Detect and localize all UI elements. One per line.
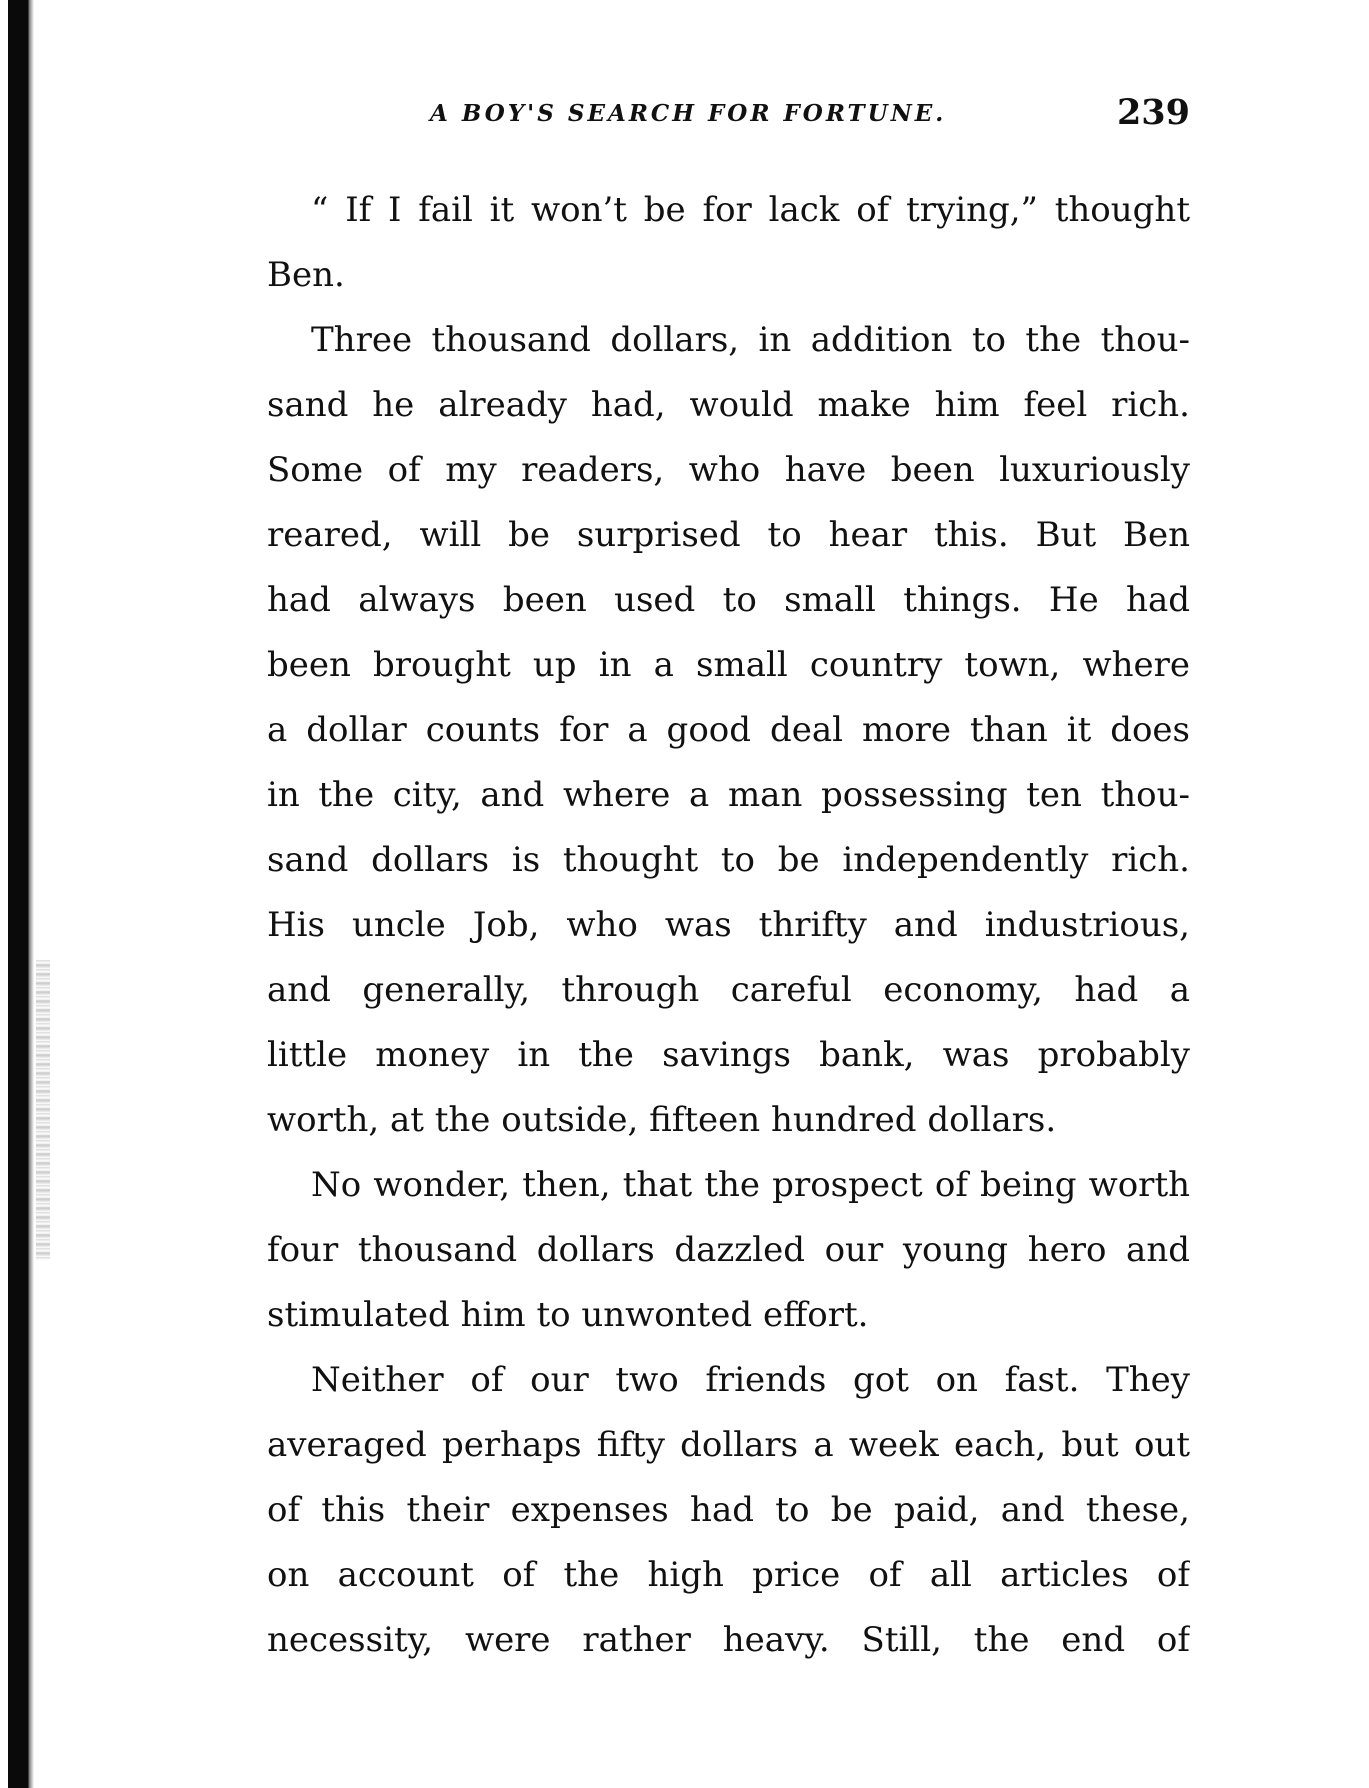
book-binding-edge xyxy=(0,0,44,1788)
text-line: been brought up in a small country town, where xyxy=(267,645,1190,685)
text-line: of this their expenses had to be paid, and these, xyxy=(267,1490,1190,1530)
text-line: and generally, through careful economy, had a xyxy=(267,970,1190,1010)
running-title: A BOY'S SEARCH FOR FORTUNE. xyxy=(430,100,947,127)
text-line: in the city, and where a man possessing ten thou- xyxy=(267,775,1190,815)
text-line: Some of my readers, who have been luxuriously xyxy=(267,450,1190,490)
text-line: sand dollars is thought to be independently rich. xyxy=(267,840,1190,880)
binding-speckle-mark xyxy=(36,960,50,1260)
text-line: Neither of our two friends got on fast. They xyxy=(311,1360,1190,1400)
text-line: averaged perhaps fifty dollars a week each, but out xyxy=(267,1425,1190,1465)
text-line: had always been used to small things. He had xyxy=(267,580,1190,620)
text-line: worth, at the outside, fifteen hundred dollars. xyxy=(267,1100,1057,1140)
text-line: No wonder, then, that the prospect of being worth xyxy=(311,1165,1190,1205)
text-line: little money in the savings bank, was probably xyxy=(267,1035,1190,1075)
page-header xyxy=(430,92,1190,138)
text-line: reared, will be surprised to hear this. But Ben xyxy=(267,515,1190,555)
text-line: Three thousand dollars, in addition to the thou- xyxy=(311,320,1190,360)
text-line: His uncle Job, who was thrifty and industrious, xyxy=(267,905,1190,945)
text-line: Ben. xyxy=(267,255,345,295)
text-line: “ If I fail it won’t be for lack of trying,” thought xyxy=(311,190,1190,230)
text-line: on account of the high price of all articles of xyxy=(267,1555,1190,1595)
text-line: a dollar counts for a good deal more than it does xyxy=(267,710,1190,750)
text-line: stimulated him to unwonted effort. xyxy=(267,1295,869,1335)
page-number: 239 xyxy=(1116,92,1190,133)
text-line: four thousand dollars dazzled our young hero and xyxy=(267,1230,1190,1270)
text-line: necessity, were rather heavy. Still, the end of xyxy=(267,1620,1190,1660)
text-line: sand he already had, would make him feel rich. xyxy=(267,385,1190,425)
body-text xyxy=(267,178,1190,1673)
